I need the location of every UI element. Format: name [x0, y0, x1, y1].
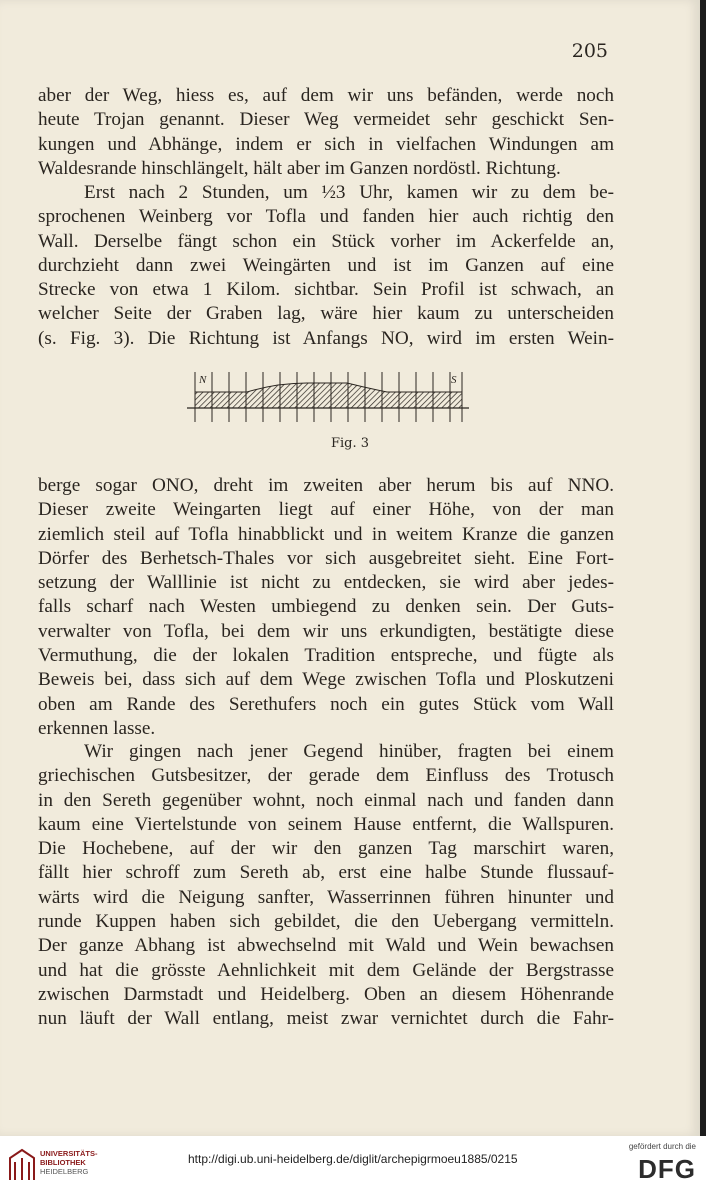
- university-library-logo-icon: [8, 1148, 36, 1182]
- text-line: durchzieht dann zwei Weingärten und ist im Ganzen auf eine: [38, 254, 614, 276]
- text-line: in den Sereth gegenüber wohnt, noch einmal nach und fanden dann: [38, 789, 614, 811]
- text-line: Erst nach 2 Stunden, um ½3 Uhr, kamen wir zu dem be-: [84, 182, 614, 203]
- text-line: Vermuthung, die der lokalen Tradition entspreche, und fügte als: [38, 645, 614, 667]
- text-line: Dörfer des Berhetsch-Thales vor sich ausgebreitet sieht. Eine Fort-: [38, 547, 614, 569]
- text-line: und hat die grösste Aehnlichkeit mit dem Gelände der Bergstrasse: [38, 959, 614, 981]
- text-line: ziemlich steil auf Tofla hinabblickt und in weitem Kranze die ganzen: [38, 523, 614, 545]
- text-line: falls scharf nach Westen umbiegend zu denken sein. Der Guts-: [38, 596, 614, 618]
- text-line: setzung der Walllinie ist nicht zu entdecken, sie wird aber jedes-: [38, 572, 614, 594]
- text-line: sprochenen Weinberg vor Tofla und fanden hier auch richtig den: [38, 206, 614, 228]
- text-line: oben am Rande des Serethufers noch ein gutes Stück vom Wall: [38, 693, 614, 715]
- figure-caption: Fig. 3: [330, 436, 370, 451]
- viewer-footer: [0, 1136, 706, 1188]
- paragraph-1: [38, 84, 614, 181]
- text-line: Der ganze Abhang ist abwechselnd mit Wald und Wein bewachsen: [38, 935, 614, 957]
- text-line: (s. Fig. 3). Die Richtung ist Anfangs NO, wird im ersten Wein-: [38, 327, 614, 349]
- text-line: Die Hochebene, auf der wir den ganzen Tag marschirt waren,: [38, 838, 614, 860]
- text-line: welcher Seite der Graben lag, wäre hier kaum zu unterscheiden: [38, 303, 614, 325]
- text-line: Waldesrande hinschlängelt, hält aber im Ganzen nordöstl. Richtung.: [38, 157, 561, 179]
- text-line: zwischen Darmstadt und Heidelberg. Oben an diesem Höhenrande: [38, 983, 614, 1005]
- figure-3-profile: [187, 368, 469, 430]
- text-line: Strecke von etwa 1 Kilom. sichtbar. Sein Profil ist schwach, an: [38, 279, 614, 301]
- university-line: BIBLIOTHEK: [40, 1158, 86, 1167]
- text-line: nun läuft der Wall entlang, meist zwar vernichtet durch die Fahr-: [38, 1008, 614, 1030]
- text-line: Wir gingen nach jener Gegend hinüber, fragten bei einem: [84, 741, 614, 762]
- wall-profile-diagram: [187, 368, 469, 430]
- north-label: N: [199, 374, 207, 386]
- text-line: verwalter von Tofla, bei dem wir uns erkundigten, bestätigte diese: [38, 620, 614, 642]
- text-line: Wall. Derselbe fängt schon ein Stück vorher im Ackerfelde an,: [38, 230, 614, 252]
- text-line: aber der Weg, hiess es, auf dem wir uns befänden, werde noch: [38, 85, 614, 106]
- funded-by-label: gefördert durch die: [628, 1142, 696, 1151]
- text-line: Dieser zweite Weingarten liegt auf einer Höhe, von der man: [38, 499, 614, 521]
- source-url-link[interactable]: http://digi.ub.uni-heidelberg.de/diglit/archepigrmoeu1885/0215: [188, 1152, 518, 1166]
- university-line: HEIDELBERG: [40, 1167, 89, 1176]
- text-line: fällt hier schroff zum Sereth ab, erst eine halbe Stunde flussauf-: [38, 862, 614, 884]
- university-line: UNIVERSITÄTS-: [40, 1149, 98, 1158]
- text-line: kaum eine Viertelstunde von seinem Hause entfernt, die Wallspuren.: [38, 813, 614, 835]
- text-line: berge sogar ONO, dreht im zweiten aber herum bis auf NNO.: [38, 475, 614, 496]
- ground-profile-hatch: [195, 383, 462, 408]
- text-line: runde Kuppen haben sich gebildet, die den Uebergang vermitteln.: [38, 911, 614, 933]
- page-number: 205: [571, 40, 608, 62]
- text-line: wärts wird die Neigung sanfter, Wasserrinnen führen hinunter und: [38, 886, 614, 908]
- university-library-name: [40, 1149, 98, 1176]
- text-line: heute Trojan genannt. Dieser Weg vermeidet sehr geschickt Sen-: [38, 109, 614, 131]
- paragraph-2: [38, 181, 614, 351]
- dfg-logo: DFG: [638, 1154, 696, 1184]
- paragraph-3: [38, 474, 614, 741]
- paragraph-4: [38, 740, 614, 1032]
- text-line: griechischen Gutsbesitzer, der gerade dem Einfluss des Trotusch: [38, 765, 614, 787]
- text-line: erkennen lasse.: [38, 717, 156, 739]
- text-line: Beweis bei, dass sich auf dem Wege zwischen Tofla und Ploskutzeni: [38, 669, 614, 691]
- text-line: kungen und Abhänge, indem er sich in vielfachen Windungen am: [38, 133, 614, 155]
- south-label: S: [451, 374, 457, 386]
